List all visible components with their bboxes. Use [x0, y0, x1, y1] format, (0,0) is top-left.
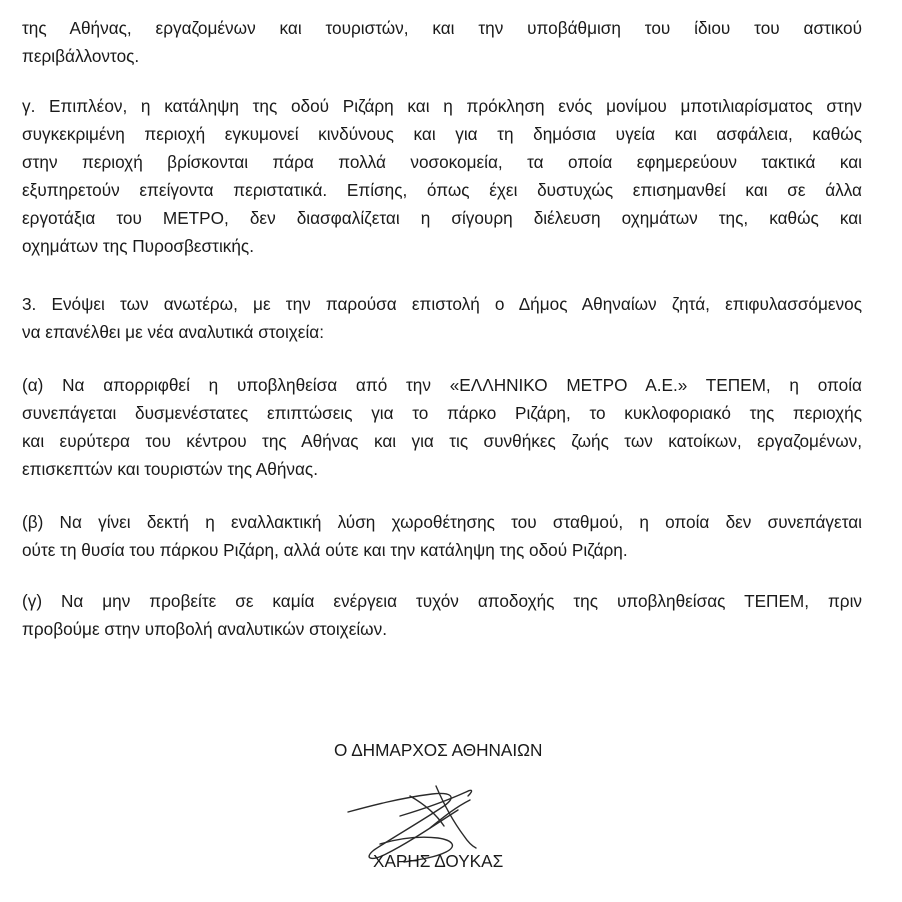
- text-line: (β) Να γίνει δεκτή η εναλλακτική λύση χωροθέτησης του σταθμού, η οποία δεν συνεπάγεται: [22, 512, 862, 532]
- mayor-name: ΧΑΡΗΣ ΔΟΥΚΑΣ: [373, 851, 504, 871]
- text-line: περιβάλλοντος.: [22, 46, 140, 66]
- text-line: (α) Να απορριφθεί η υποβληθείσα από την «ΕΛΛΗΝΙΚΟ ΜΕΤΡΟ Α.Ε.» ΤΕΠΕΜ, η οποία: [22, 375, 862, 395]
- text-line: (γ) Να μην προβείτε σε καμία ενέργεια τυχόν αποδοχής της υποβληθείσας ΤΕΠΕΜ, πριν: [22, 591, 862, 611]
- text-line: της Αθήνας, εργαζομένων και τουριστών, και την υποβάθμιση του ίδιου του αστικού: [22, 18, 862, 38]
- text-line: συνεπάγεται δυσμενέστατες επιπτώσεις για το πάρκο Ριζάρη, το κυκλοφοριακό της περιοχής: [22, 403, 862, 423]
- text-line: και ευρύτερα του κέντρου της Αθήνας και για τις συνθήκες ζωής των κατοίκων, εργαζομένων,: [22, 431, 862, 451]
- text-line: εξυπηρετούν επείγοντα περιστατικά. Επίσης, όπως έχει δυστυχώς επισημανθεί και σε άλλα: [22, 180, 862, 200]
- paragraph-section-3: [22, 290, 862, 346]
- text-line: προβούμε στην υποβολή αναλυτικών στοιχείων.: [22, 619, 387, 639]
- text-line: γ. Επιπλέον, η κατάληψη της οδού Ριζάρη και η πρόκληση ενός μονίμου μποτιλιαρίσματος στην: [22, 96, 862, 116]
- text-line: συγκεκριμένη περιοχή εγκυμονεί κινδύνους και για τη δημόσια υγεία και ασφάλεια, καθώς: [22, 124, 862, 144]
- text-line: να επανέλθει με νέα αναλυτικά στοιχεία:: [22, 322, 324, 342]
- text-line: στην περιοχή βρίσκονται πάρα πολλά νοσοκομεία, τα οποία εφημερεύουν τακτικά και: [22, 152, 862, 172]
- text-line: ούτε τη θυσία του πάρκου Ριζάρη, αλλά ούτε και την κατάληψη της οδού Ριζάρη.: [22, 540, 628, 560]
- text-line: 3. Ενόψει των ανωτέρω, με την παρούσα επιστολή ο Δήμος Αθηναίων ζητά, επιφυλασσόμενος: [22, 294, 862, 314]
- text-line: εργοτάξια του ΜΕΤΡΟ, δεν διασφαλίζεται η σίγουρη διέλευση οχημάτων της, καθώς και: [22, 208, 862, 228]
- paragraph-gamma-item: [22, 92, 862, 260]
- paragraph-request-a: [22, 371, 862, 483]
- paragraph-request-c: [22, 587, 862, 643]
- mayor-title: Ο ΔΗΜΑΡΧΟΣ ΑΘΗΝΑΙΩΝ: [334, 740, 543, 760]
- text-line: επισκεπτών και τουριστών της Αθήνας.: [22, 459, 318, 479]
- paragraph-continuation: [22, 14, 862, 70]
- signature-block: [300, 736, 620, 886]
- text-line: οχημάτων της Πυροσβεστικής.: [22, 236, 254, 256]
- paragraph-request-b: [22, 508, 862, 564]
